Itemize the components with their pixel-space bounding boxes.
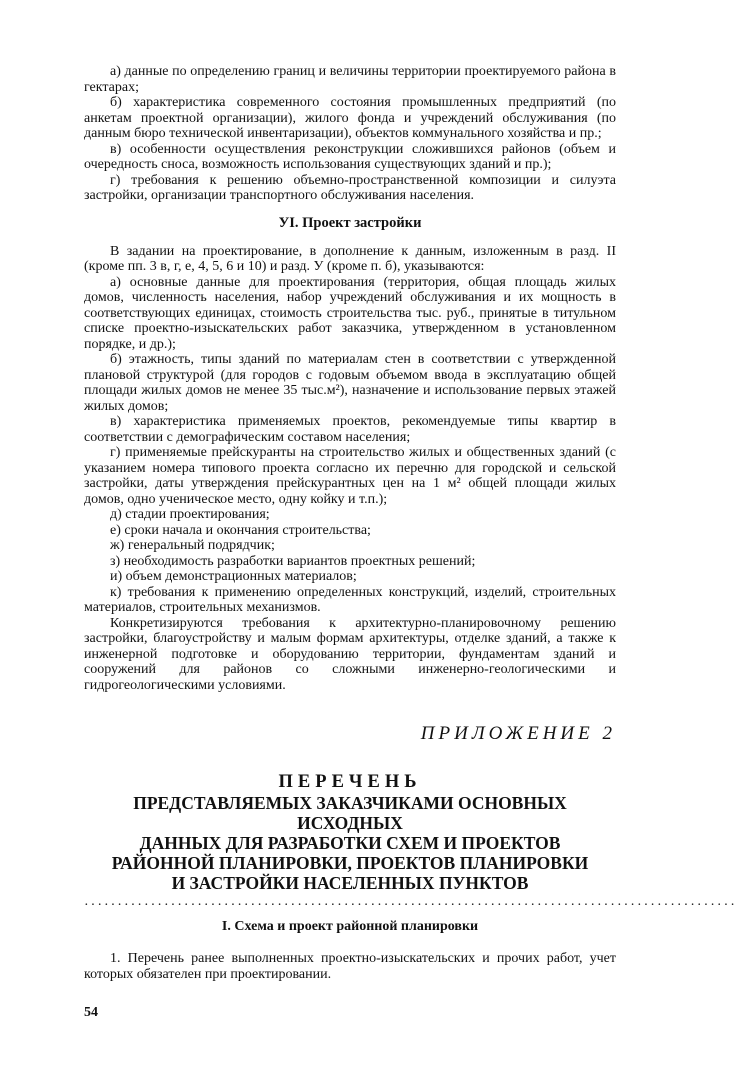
intro-item-a: а) данные по определению границ и величины территории проектируемого района в гектарах;: [84, 64, 616, 95]
section-6-item-k: к) требования к применению определенных конструкций, изделий, строительных материалов, строительных механизмов.: [84, 584, 616, 615]
appendix-label: ПРИЛОЖЕНИЕ 2: [420, 723, 616, 744]
section-6-item-d: д) стадии проектирования;: [110, 507, 270, 522]
appendix-subtitle-line: РАЙОННОЙ ПЛАНИРОВКИ, ПРОЕКТОВ ПЛАНИРОВКИ: [111, 853, 589, 873]
intro-item-b: б) характеристика современного состояния промышленных предприятий (по анкетам проектной организации), жилого фонда и учреждений обслуживания (по данным бюро технической инвентаризации), объектов коммунального хозяйства и пр.;: [84, 95, 616, 141]
section-6-item-i: и) объем демонстрационных материалов;: [110, 569, 357, 584]
section-6-closing: Конкретизируются требования к архитектурно-планировочному решению застройки, благоустройству и малым формам архитектуры, отделке зданий, а также к инженерной подготовке и оборудованию территории, фундаментам зданий и сооружений для районов со сложными инженерно-геологическими и гидрогеологическими условиями.: [84, 615, 616, 693]
appendix-subtitle: [84, 793, 616, 893]
section-6-items: [84, 275, 616, 616]
section-6-item-e: е) сроки начала и окончания строительства;: [110, 522, 371, 538]
section-6-item-zh: ж) генеральный подрядчик;: [110, 538, 275, 553]
appendix-item-1: 1. Перечень ранее выполненных проектно-изыскательских и прочих работ, учет которых обязателен при проектировании.: [84, 951, 616, 982]
page-number: 54: [84, 1005, 98, 1020]
appendix-subtitle-line: И ЗАСТРОЙКИ НАСЕЛЕННЫХ ПУНКТОВ: [171, 873, 529, 893]
section-6-item-b: б) этажность, типы зданий по материалам стен в соответствии с утвержденной плановой структурой (для городов с годовым объемом ввода в эксплуатацию общей площади жилых домов не менее 35 тыс.м²), назначение и использование первых этажей жилых домов;: [84, 352, 616, 414]
intro-item-g: г) требования к решению объемно-пространственной композиции и силуэта застройки, организации транспортного обслуживания населения.: [84, 172, 616, 203]
section-6-item-z: з) необходимость разработки вариантов проектных решений;: [110, 553, 476, 569]
appendix-subtitle-line: ДАННЫХ ДЛЯ РАЗРАБОТКИ СХЕМ И ПРОЕКТОВ: [139, 833, 561, 853]
section-6-intro: В задании на проектирование, в дополнение к данным, изложенным в разд. II (кроме пп. 3 в, г, е, 4, 5, 6 и 10) и разд. У (кроме п. б), указываются:: [84, 243, 616, 274]
intro-items: [84, 64, 616, 204]
dotted-divider: ··································································································: [84, 898, 737, 913]
appendix-section-heading: I. Схема и проект районной планировки: [221, 919, 479, 934]
section-6-item-g: г) применяемые прейскуранты на строительство жилых и общественных зданий (с указанием номера типового проекта согласно их перечню для городской и сельской застройки, даты утверждения прейскурантных цен на 1 м² общей площади жилых домов, одно ученическое место, одну койку и т.п.);: [84, 445, 616, 507]
appendix-subtitle-line: ПРЕДСТАВЛЯЕМЫХ ЗАКАЗЧИКАМИ ОСНОВНЫХ ИСХОДНЫХ: [133, 793, 567, 833]
section-6-heading: УI. Проект застройки: [278, 214, 422, 231]
section-6-item-a: а) основные данные для проектирования (территория, общая площадь жилых домов, численность населения, набор учреждений обслуживания и их мощность в соответствующих единицах, стоимость строительства тыс. руб., принятые в титульном списке проектно-изыскательских работ заказчика, утвержденном в установленном порядке, и др.);: [84, 274, 616, 352]
appendix-title: ПЕРЕЧЕНЬ: [278, 772, 422, 792]
intro-item-v: в) особенности осуществления реконструкции сложившихся районов (объем и очередность сноса, возможность использования существующих зданий и пр.);: [84, 141, 616, 172]
section-6-item-v: в) характеристика применяемых проектов, рекомендуемые типы квартир в соответствии с демографическим составом населения;: [84, 414, 616, 445]
